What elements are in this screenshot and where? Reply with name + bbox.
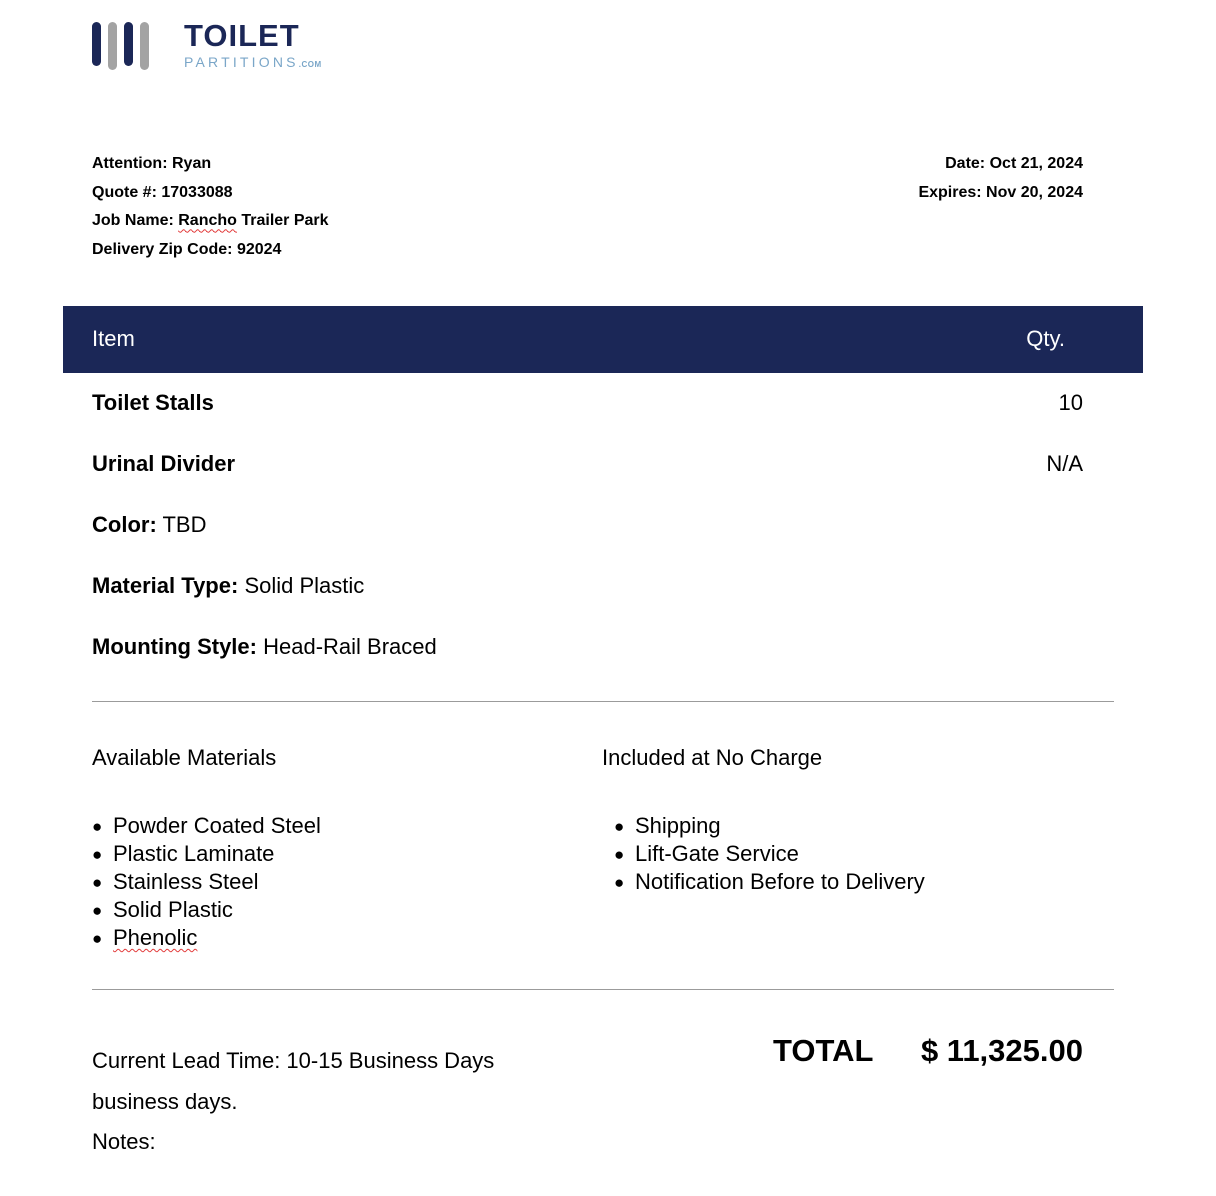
lead-time-continuation: business days. [92,1088,238,1114]
spec-color [92,512,1083,542]
attention-label: Attention: [92,155,168,172]
list-item [92,840,321,868]
delivery-zip-value: 92024 [236,241,282,259]
bullet-icon: ● [92,873,103,892]
logo-bar-1 [92,22,101,66]
bullet-icon: ● [92,817,103,836]
spec-mounting-style-label: Mounting Style: [92,634,257,659]
included-item: Shipping [635,813,721,838]
spec-material-type-label: Material Type: [92,573,239,598]
logo-bar-2 [108,22,117,70]
lead-time-block [92,1041,494,1163]
material-item: Powder Coated Steel [113,813,321,838]
spec-mounting-style [92,634,1083,664]
lead-time-text: Current Lead Time: 10-15 Business Days [92,1048,495,1073]
total-amount: $ 11,325.00 [920,1033,1083,1068]
list-item [92,812,321,840]
bullet-icon: ● [614,845,625,864]
logo-com-suffix: .COM [298,60,322,69]
total-label: TOTAL [773,1033,874,1068]
section-divider-bottom [92,989,1114,990]
job-name-label: Job Name: [92,212,174,230]
list-item [92,924,321,952]
logo-bar-3 [124,22,133,66]
delivery-zip-line [92,236,329,265]
logo-bar-4 [140,22,149,70]
row-qty: 10 [1058,390,1083,415]
table-row-urinal-divider [92,451,1083,481]
row-label: Urinal Divider [92,451,236,476]
bullet-icon: ● [92,901,103,920]
delivery-zip-label: Delivery Zip Code: [92,241,233,259]
included-title: Included at No Charge [602,745,823,770]
logo-title: TOILET [184,18,300,53]
attention-line [92,150,329,179]
included-item: Notification Before to Delivery [635,869,925,894]
date-line [918,150,1083,179]
bullet-icon: ● [92,845,103,864]
expires-line [918,179,1083,208]
bullet-icon: ● [614,873,625,892]
job-name-value-part1: Rancho [178,212,237,230]
material-item: Solid Plastic [113,897,233,922]
material-item: Stainless Steel [113,869,259,894]
list-item [92,868,321,896]
job-name-value-part2: Trailer Park [241,212,329,230]
spec-color-value: TBD [162,512,207,537]
spec-color-label: Color: [92,512,157,537]
expires-label: Expires: [918,183,982,201]
bullet-icon: ● [92,929,103,948]
quote-info-left [92,150,329,265]
company-logo [92,18,352,78]
table-row-toilet-stalls [92,390,1083,420]
list-item [614,840,925,868]
spec-material-type [92,573,1083,603]
list-item [614,812,925,840]
spec-mounting-style-value: Head-Rail Braced [263,634,437,659]
section-divider-top [92,701,1114,702]
quote-number-line [92,179,329,208]
row-label: Toilet Stalls [92,390,214,415]
column-header-qty: Qty. [1026,326,1065,351]
bullet-icon: ● [614,817,625,836]
material-item: Phenolic [113,925,198,950]
list-item [92,896,321,924]
row-qty: N/A [1046,451,1083,476]
logo-subtitle-text: PARTITIONS [184,54,299,70]
quote-number-value: 17033088 [161,183,233,201]
attention-value: Ryan [171,155,212,172]
included-item: Lift-Gate Service [635,841,799,866]
logo-subtitle [184,54,322,70]
quote-number-label: Quote #: [92,183,157,201]
list-item [614,868,925,896]
items-table-header [63,306,1143,373]
included-list [614,812,925,896]
column-header-item: Item [92,326,135,351]
spec-material-type-value: Solid Plastic [244,573,365,598]
quote-info-right [918,150,1083,207]
job-name-line [92,207,329,236]
date-label: Date: [945,155,986,172]
date-value: Oct 21, 2024 [989,155,1083,172]
notes-label: Notes: [92,1129,156,1154]
expires-value: Nov 20, 2024 [986,183,1083,201]
available-materials-list [92,812,321,952]
available-materials-title: Available Materials [92,745,277,770]
material-item: Plastic Laminate [113,841,275,866]
